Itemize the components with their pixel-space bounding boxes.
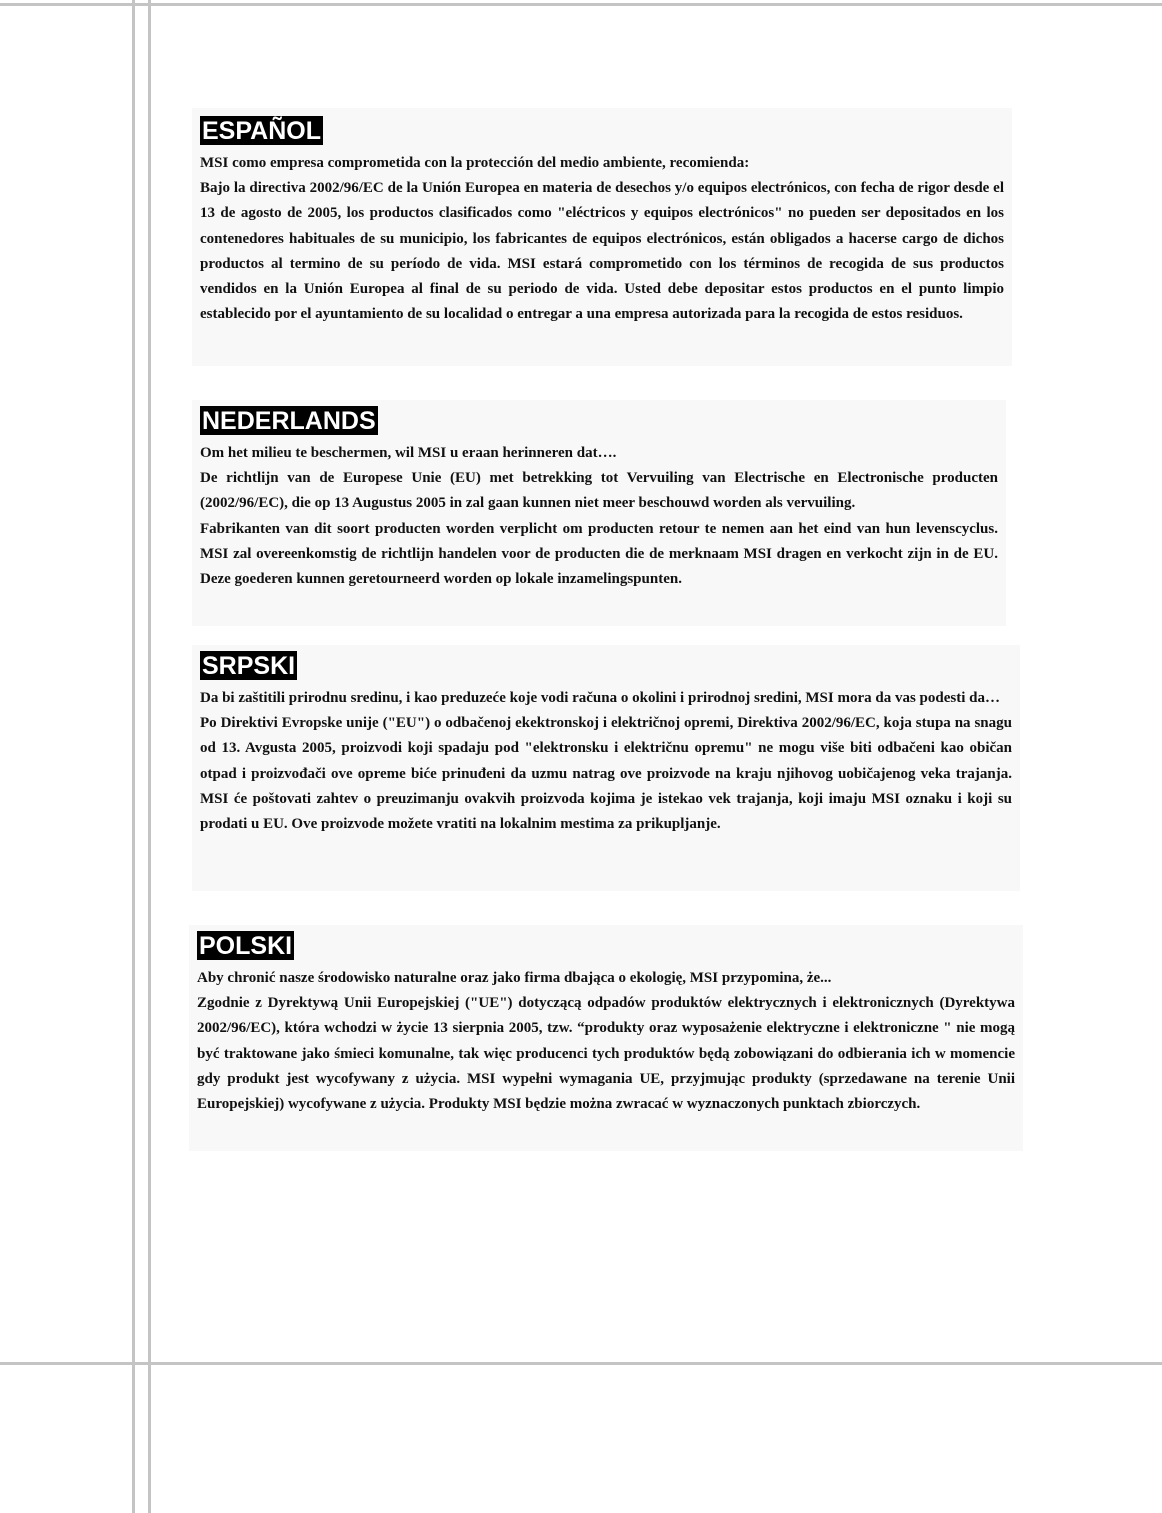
section-srpski bbox=[192, 645, 1020, 891]
bottom-divider-line bbox=[0, 1362, 1162, 1365]
section-heading: ESPAÑOL bbox=[202, 117, 321, 145]
section-paragraph: Bajo la directiva 2002/96/EC de la Unión Europea en materia de desechos y/o equipos electrónicos, con fecha de rigor desde el 13 de agosto de 2005, los productos clasificados como "eléctricos y equipos electrónicos" no pueden ser depositados en los contenedores habituales de su municipio, los fabricantes de equipos electrónicos, están obligados a hacerse cargo de dichos productos al termino de su período de vida. MSI estará comprometido con los términos de recogida de sus productos vendidos en la Unión Europea al final de su periodo de vida. Usted debe depositar estos productos en el punto limpio establecido por el ayuntamiento de su localidad o entregar a una empresa autorizada para la recogida de estos residuos. bbox=[200, 180, 1004, 323]
section-paragraph: Zgodnie z Dyrektywą Unii Europejskiej ("UE") dotyczącą odpadów produktów elektrycznych i elektronicznych (Dyrektywa 2002/96/EC), która wchodzi w życie 13 sierpnia 2005, tzw. “produkty oraz wyposażenie elektryczne i elektroniczne " nie mogą być traktowane jako śmieci komunalne, tak więc producenci tych produktów będą zobowiązani do odbierania ich w momencie gdy produkt jest wycofywany z użycia. MSI wypełni wymagania UE, przyjmując produkty (sprzedawane na terenie Unii Europejskiej) wycofywane z użycia. Produkty MSI będzie można zwracać w wyznaczonych punktach zbiorczych. bbox=[197, 995, 1015, 1113]
left-margin-line-outer bbox=[132, 0, 135, 1513]
top-divider-line bbox=[0, 3, 1162, 6]
section-paragraph: Fabrikanten van dit soort producten worden verplicht om producten retour te nemen aan het eind van hun levenscyclus. MSI zal overeenkomstig de richtlijn handelen voor de producten die de merknaam MSI dragen en verkocht zijn in de EU. Deze goederen kunnen geretourneerd worden op lokale inzamelingspunten. bbox=[200, 520, 998, 588]
section-paragraph: De richtlijn van de Europese Unie (EU) met betrekking tot Vervuiling van Electrische en Electronische producten (2002/96/EC), die op 13 Augustus 2005 in zal gaan kunnen niet meer beschouwd worden als vervuiling. bbox=[200, 470, 998, 512]
section-polski bbox=[189, 925, 1023, 1151]
section-heading: SRPSKI bbox=[202, 652, 296, 680]
left-margin-line-inner bbox=[148, 0, 151, 1513]
section-intro: Da bi zaštitili prirodnu sredinu, i kao preduzeće koje vodi računa o okolini i prirodnoj sredini, MSI mora da vas podesti da… bbox=[200, 690, 1000, 706]
section-intro: MSI como empresa comprometida con la protección del medio ambiente, recomienda: bbox=[200, 155, 750, 171]
section-nederlands bbox=[192, 400, 1006, 626]
section-paragraph: Po Direktivi Evropske unije ("EU") o odbačenoj ekektronskoj i električnoj opremi, Direktiva 2002/96/EC, koja stupa na snagu od 13. Avgusta 2005, proizvodi koji spadaju pod "elektronsku i električnu opremu" ne mogu više biti odbačeni kao običan otpad i proizvođači ove opreme biće prinuđeni da uzmu natrag ove proizvode na kraju njihovog uobičajenog veka trajanja. MSI će poštovati zahtev o preuzimanju ovakvih proizvoda kojima je istekao vek trajanja, koji imaju MSI oznaku i koji su prodati u EU. Ove proizvode možete vratiti na lokalnim mestima za prikupljanje. bbox=[200, 715, 1012, 833]
section-intro: Aby chronić nasze środowisko naturalne oraz jako firma dbająca o ekologię, MSI przypomina, że... bbox=[197, 970, 832, 986]
section-intro: Om het milieu te beschermen, wil MSI u eraan herinneren dat…. bbox=[200, 445, 617, 461]
section-heading: POLSKI bbox=[199, 932, 293, 960]
section-heading: NEDERLANDS bbox=[202, 407, 376, 435]
section-espanol bbox=[192, 108, 1012, 366]
